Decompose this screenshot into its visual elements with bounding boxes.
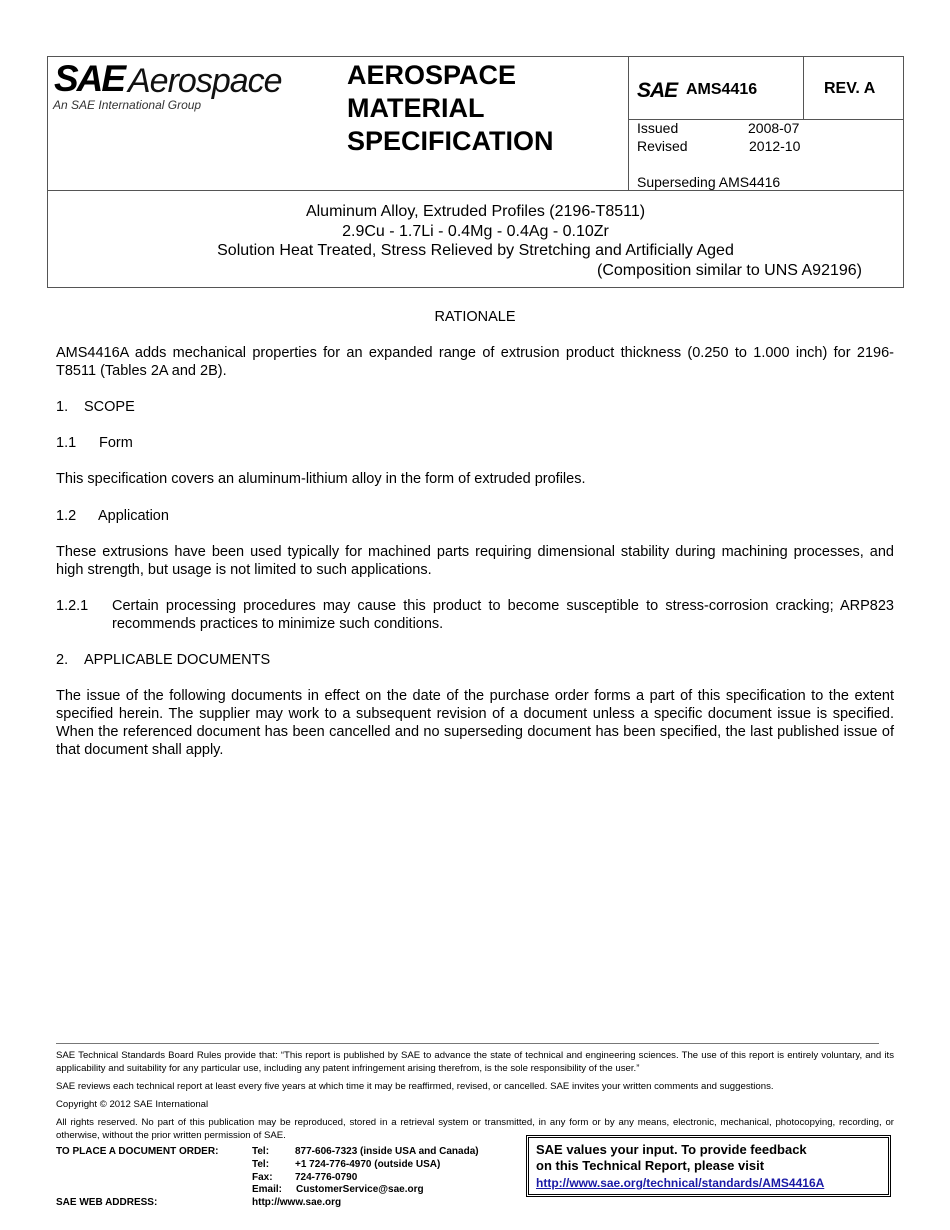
section-1-1-number: 1.1 bbox=[56, 435, 77, 451]
sae-small-logo: SAE bbox=[637, 79, 678, 102]
section-2-number: 2. bbox=[56, 652, 69, 668]
section-1-number: 1. bbox=[56, 399, 69, 415]
spec-title-line: AEROSPACE bbox=[347, 60, 517, 90]
fax-label: Fax: bbox=[252, 1172, 273, 1183]
feedback-line: on this Technical Report, please visit bbox=[536, 1158, 765, 1173]
order-label: TO PLACE A DOCUMENT ORDER: bbox=[56, 1146, 219, 1157]
section-1-title: SCOPE bbox=[84, 399, 135, 415]
email-value[interactable]: CustomerService@sae.org bbox=[296, 1184, 424, 1195]
tel1-value[interactable]: 877-606-7323 (inside USA and Canada) bbox=[295, 1146, 479, 1157]
document-number: AMS4416 bbox=[686, 81, 758, 98]
section-2-text: The issue of the following documents in effect on the date of the purchase order forms a part of this specification to the extent specified herein. The supplier may work to a subsequent revision of a document unless a specific document issue is specified. When the referenced document has been cancelled and no superseding document has been specified, the last published issue of that document shall apply. bbox=[56, 688, 894, 758]
header-column-divider bbox=[803, 57, 804, 119]
subject-line: Aluminum Alloy, Extruded Profiles (2196-T8511) bbox=[305, 203, 646, 220]
web-address[interactable]: http://www.sae.org bbox=[252, 1197, 342, 1208]
tel2-value[interactable]: +1 724-776-4970 (outside USA) bbox=[295, 1159, 441, 1170]
web-label: SAE WEB ADDRESS: bbox=[56, 1197, 158, 1208]
document-subject bbox=[48, 202, 903, 280]
revised-date: 2012-10 bbox=[749, 138, 801, 154]
review-notice: SAE reviews each technical report at least every five years at which time it may be reaffirmed, revised, or cancelled. SAE invites your written comments and suggestions. bbox=[56, 1081, 774, 1092]
tel2-label: Tel: bbox=[252, 1159, 270, 1170]
issued-date: 2008-07 bbox=[748, 120, 800, 136]
feedback-line: SAE values your input. To provide feedback bbox=[536, 1142, 807, 1157]
subject-line: 2.9Cu - 1.7Li - 0.4Mg - 0.4Ag - 0.10Zr bbox=[342, 222, 609, 240]
fax-value: 724-776-0790 bbox=[295, 1172, 358, 1183]
revision-label: REV. A bbox=[824, 80, 876, 97]
standards-board-rules: SAE Technical Standards Board Rules provide that: “This report is published by SAE to advance the state of technical and engineering sciences. The use of this report is entirely voluntary, and its applicability and suitability for any particular use, including any patent infringement arising therefrom, is the sole responsibility of the user.” bbox=[56, 1050, 894, 1074]
rights-notice: All rights reserved. No part of this publication may be reproduced, stored in a retrieval system or transmitted, in any form or by any means, electronic, mechanical, photocopying, recording, or otherwise, without the prior written permission of SAE. bbox=[56, 1117, 894, 1141]
section-1-1-title: Form bbox=[99, 435, 133, 451]
section-1-2-text: These extrusions have been used typically for machined parts requiring dimensional stability during machining processes, and high strength, but usage is not limited to such applications. bbox=[56, 544, 894, 578]
section-1-2-number: 1.2 bbox=[56, 508, 77, 524]
sae-logo-aerospace: Aerospace bbox=[128, 62, 282, 100]
section-1-1-text: This specification covers an aluminum-lithium alloy in the form of extruded profiles. bbox=[56, 471, 586, 487]
email-label: Email: bbox=[252, 1184, 283, 1195]
feedback-link[interactable]: http://www.sae.org/technical/standards/AMS4416A bbox=[536, 1176, 825, 1190]
sae-logo-mark: SAE bbox=[54, 58, 125, 99]
header-column-divider bbox=[628, 57, 629, 190]
rationale-text: AMS4416A adds mechanical properties for an expanded range of extrusion product thickness (0.250 to 1.000 inch) for 2196-T8511 (Tables 2A and 2B). bbox=[56, 345, 894, 379]
tel1-label: Tel: bbox=[252, 1146, 270, 1157]
issued-label: Issued bbox=[637, 120, 679, 136]
subject-line: (Composition similar to UNS A92196) bbox=[597, 261, 862, 279]
spec-title bbox=[347, 59, 554, 158]
section-1-2-1-text: Certain processing procedures may cause this product to become susceptible to stress-corrosion cracking; ARP823 recommends practices to minimize such conditions. bbox=[112, 598, 894, 632]
subject-line: Solution Heat Treated, Stress Relieved by Stretching and Artificially Aged bbox=[217, 242, 734, 259]
sae-logo-subtitle: An SAE International Group bbox=[53, 98, 202, 112]
section-2-title: APPLICABLE DOCUMENTS bbox=[84, 652, 271, 668]
section-1-2-title: Application bbox=[98, 508, 169, 524]
copyright: Copyright © 2012 SAE International bbox=[56, 1099, 209, 1110]
superseding-note: Superseding AMS4416 bbox=[637, 174, 781, 190]
revised-label: Revised bbox=[637, 138, 688, 154]
spec-title-line: MATERIAL bbox=[347, 93, 485, 123]
footer-rule bbox=[56, 1043, 879, 1044]
spec-title-line: SPECIFICATION bbox=[347, 126, 554, 156]
section-1-2-1-number: 1.2.1 bbox=[56, 598, 89, 614]
feedback-box bbox=[526, 1135, 891, 1197]
header-table bbox=[47, 56, 904, 288]
rationale-heading: RATIONALE bbox=[434, 309, 516, 325]
